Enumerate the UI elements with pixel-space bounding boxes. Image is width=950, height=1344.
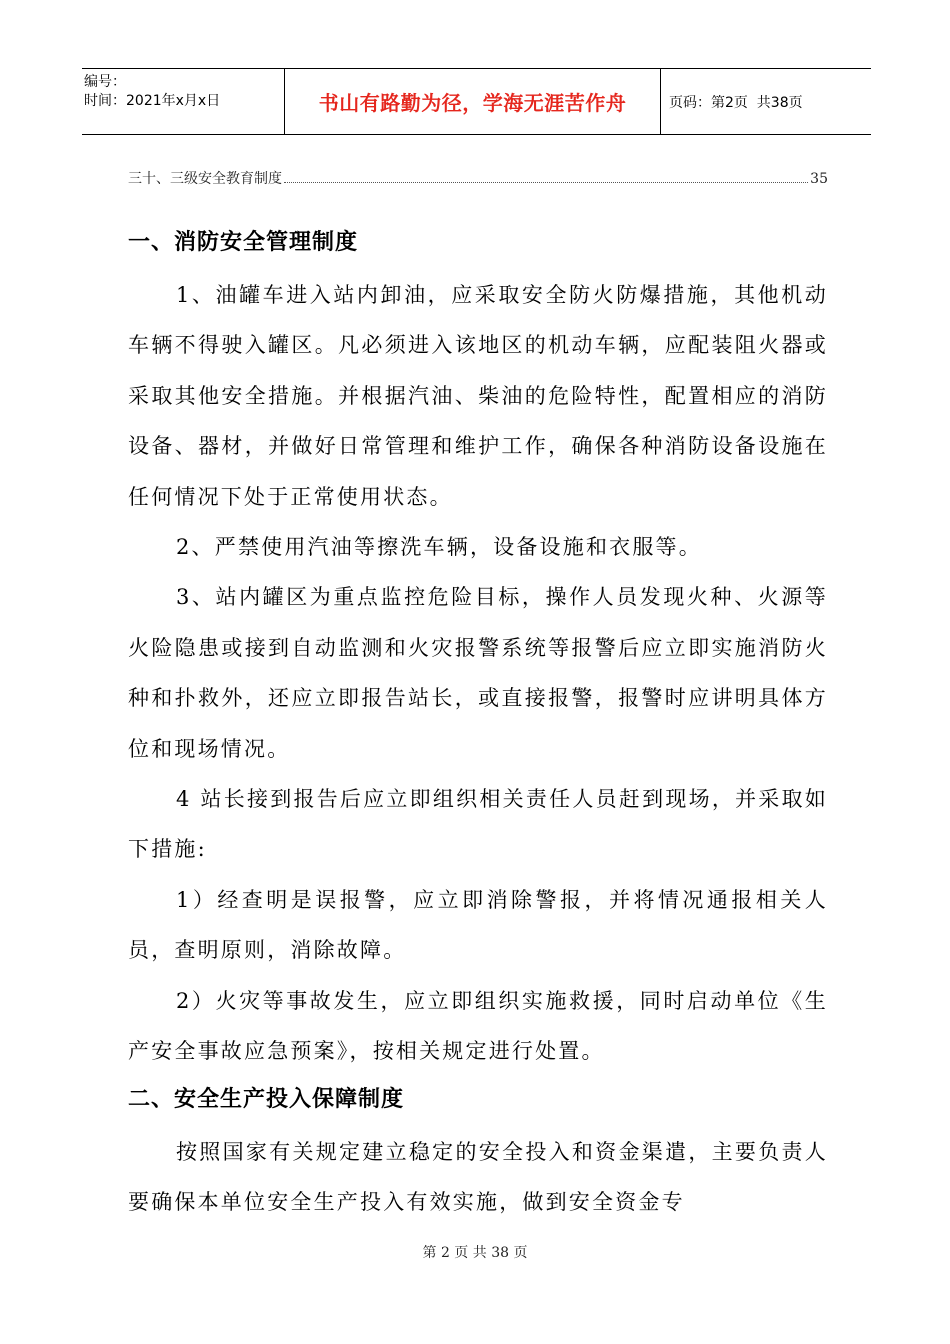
document-body	[128, 220, 828, 1227]
paragraph: 4 站长接到报告后应立即组织相关责任人员赶到现场，并采取如下措施:	[128, 787, 828, 862]
time-label: 时间：2021年x月x日	[84, 93, 221, 109]
paragraph: 按照国家有关规定建立稳定的安全投入和资金渠遣，主要负责人要确保本单位安全生产投入有效实施，做到安全资金专	[128, 1139, 828, 1214]
header-motto: 书山有路勤为径，学海无涯苦作舟	[284, 69, 661, 134]
paragraph: 1）经查明是误报警，应立即消除警报，并将情况通报相关人员，查明原则，消除故障。	[128, 887, 828, 963]
code-label: 编号：	[84, 74, 126, 90]
paragraph: 3、站内罐区为重点监控危险目标，操作人员发现火种、火源等火险隐患或接到自动监测和火灾报警系统等报警后应立即实施消防火种和扑救外，还应立即报告站长，或直接报警，报警时应讲明具体方位和现场情况。	[128, 585, 828, 761]
toc-entry-title: 三十、三级安全教育制度	[128, 171, 282, 187]
header-meta	[82, 69, 284, 134]
page-footer: 第 2 页 共 38 页	[422, 1245, 528, 1261]
section-heading-safety-investment: 二、安全生产投入保障制度	[128, 1086, 405, 1112]
toc-entry[interactable]	[128, 168, 828, 188]
paragraph: 1、油罐车进入站内卸油，应采取安全防火防爆措施，其他机动车辆不得驶入罐区。凡必须进入该地区的机动车辆，应配装阻火器或采取其他安全措施。并根据汽油、柴油的危险特性，配置相应的消防设备、器材，并做好日常管理和维护工作，确保各种消防设备设施在任何情况下处于正常使用状态。	[128, 283, 828, 509]
paragraph: 2、严禁使用汽油等擦洗车辆，设备设施和衣服等。	[176, 535, 702, 560]
paragraph: 2）火灾等事故发生，应立即组织实施救援，同时启动单位《生产安全事故应急预案》，按相关规定进行处置。	[128, 988, 828, 1064]
page-header	[82, 68, 871, 135]
toc-leader-dots	[284, 182, 808, 183]
header-page-info: 页码：第2页 共38页	[669, 94, 803, 111]
section-heading-fire-safety: 一、消防安全管理制度	[128, 230, 359, 255]
toc-entry-page: 35	[810, 171, 828, 187]
